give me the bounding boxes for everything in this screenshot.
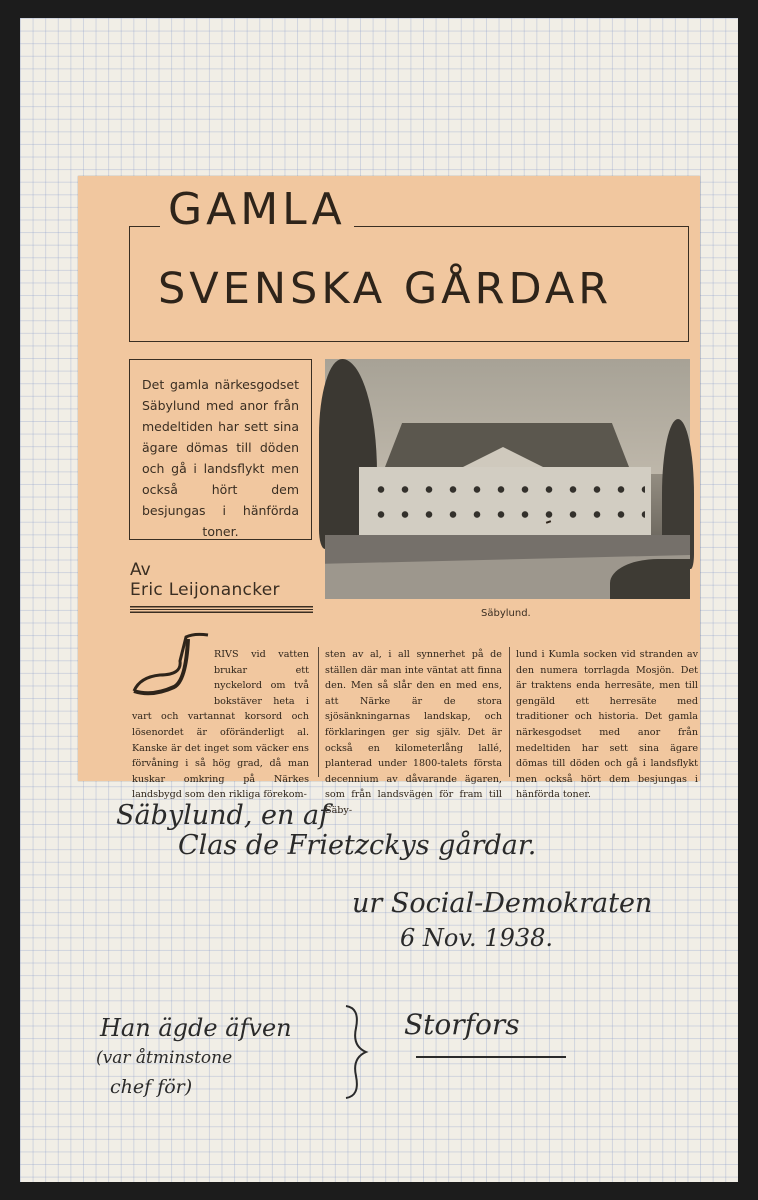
handwritten-storfors: Storfors bbox=[404, 1008, 520, 1041]
article-column-3: lund i Kumla socken vid stranden av den numera torrlagda Mosjön. Det är traktens enda herresäte, men till gengäld ett herresäte med traditioner och historia. Det gamla närkesgodset med anor från medeltiden har sett sina ägare dömas till döden och gå i landsflykt men också hört dem besjungas i hänförda toner. bbox=[509, 647, 698, 777]
byline-author: Eric Leijonancker bbox=[130, 580, 280, 600]
handwritten-note-1: Han ägde äfven bbox=[100, 1014, 292, 1042]
handwritten-line-1: Säbylund, en af bbox=[116, 800, 330, 831]
notebook-page bbox=[20, 18, 738, 1182]
byline-rule bbox=[130, 606, 313, 613]
drop-cap bbox=[132, 647, 212, 695]
drop-cap-t-icon bbox=[130, 631, 212, 697]
headline-line1: GAMLA bbox=[160, 184, 354, 235]
photo-caption: Säbylund. bbox=[481, 608, 531, 619]
handwritten-date: 6 Nov. 1938. bbox=[400, 924, 554, 952]
byline-prefix: Av bbox=[130, 560, 151, 580]
intro-box: Det gamla närkesgodset Säbylund med anor från medeltiden har sett sina ägare dömas till döden och gå i landsflykt men också hört dem besjungas i hänförda toner. bbox=[129, 359, 312, 540]
handwritten-note-3: chef för) bbox=[110, 1076, 193, 1098]
headline-line2: SVENSKA GÅRDAR bbox=[158, 264, 613, 314]
storfors-underline bbox=[416, 1056, 566, 1058]
manor-photo bbox=[325, 359, 690, 599]
column-1-text: RIVS vid vatten brukar ett nyckelord om två bokstäver heta i vart och vartannat korsord och lösenordet är oföränderligt al. Kanske är det inget som väcker ens förvåning i så hög grad, då man kuskar omkring på Närkes landsbygd som den rikliga förekom- bbox=[132, 649, 309, 801]
brace-icon bbox=[342, 1002, 372, 1102]
handwritten-line-2: Clas de Frietzckys gårdar. bbox=[178, 830, 537, 861]
handwritten-source: ur Social-Demokraten bbox=[352, 888, 653, 919]
article-column-2: sten av al, i all synnerhet på de ställen där man inte väntat att finna den. Men så slår den en med ens, att Närke är de stora sjösänkningarnas landskap, och förklaringen ger sig själv. Det är också en kilometerlång lallé, planterad under 1800-talets första decennium av dåvarande ägaren, som från landsvägen för fram till Säby- bbox=[318, 647, 502, 777]
handwritten-note-2: (var åtminstone bbox=[96, 1048, 233, 1068]
article-column-1 bbox=[132, 647, 309, 801]
